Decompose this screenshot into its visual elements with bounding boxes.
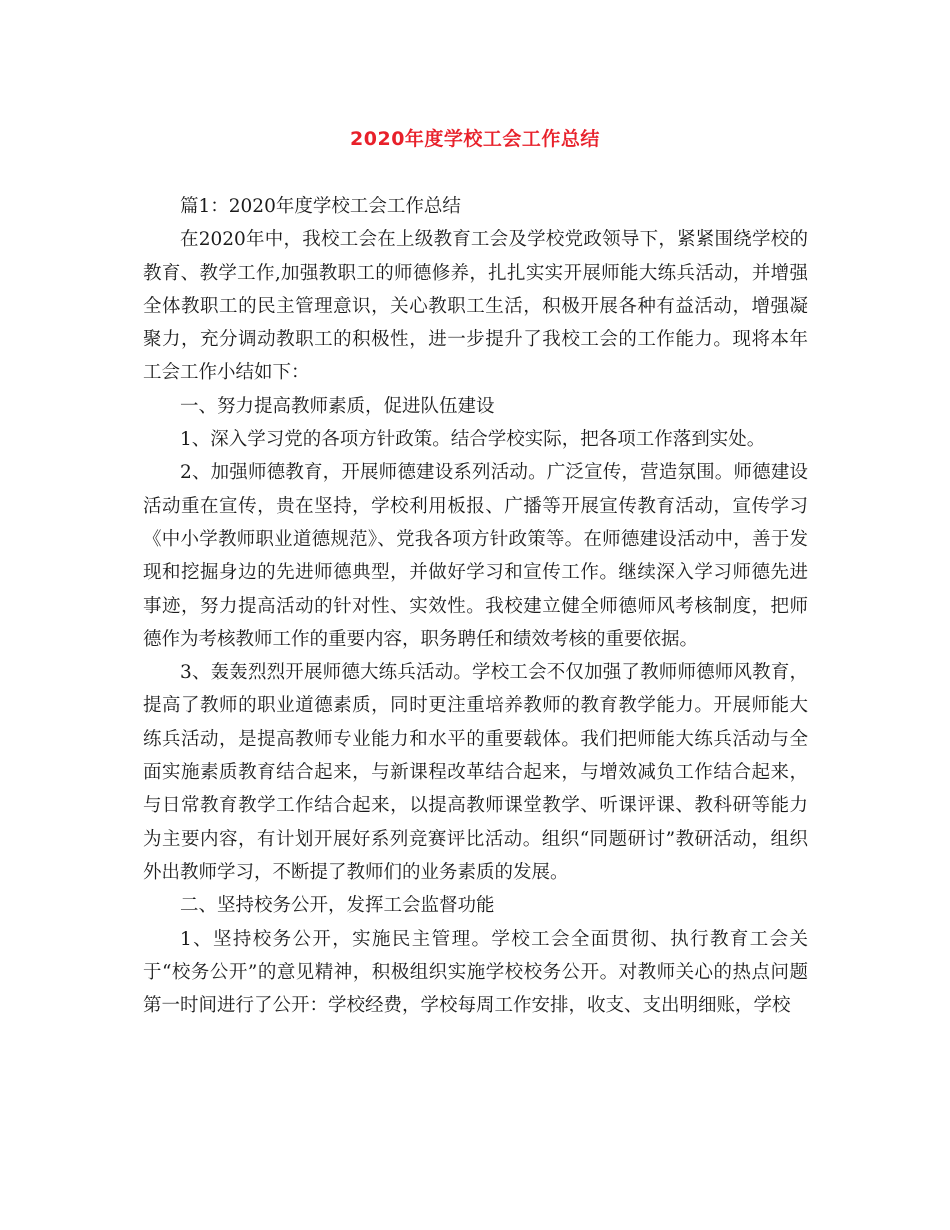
paragraph-1-1: 1、深入学习党的各项方针政策。结合学校实际，把各项工作落到实处。 — [180, 429, 766, 451]
section-heading-1: 一、努力提高教师素质，促进队伍建设 — [180, 395, 495, 417]
intro-paragraph: 在2020年中，我校工会在上级教育工会及学校党政领导下，紧紧围绕学校的教育、教学工作,加强教职工的师德修养，扎扎实实开展师能大练兵活动，并增强全体教职工的民主管理意识，关心教职工生活，积极开展各种有益活动，增强凝聚力，充分调动教职工的积极性，进一步提升了我校工会的工作能力。现将本年工会工作小结如下： — [143, 229, 808, 384]
document-body — [143, 190, 808, 1022]
paragraph-2-1: 1、坚持校务公开，实施民主管理。学校工会全面贯彻、执行教育工会关于“校务公开”的意见精神，积极组织实施学校校务公开。对教师关心的热点问题第一时间进行了公开：学校经费，学校每周工作安排，收支、支出明细账，学校 — [143, 928, 808, 1017]
article-heading: 篇1：2020年度学校工会工作总结 — [180, 196, 461, 217]
section-heading-2: 二、坚持校务公开，发挥工会监督功能 — [180, 895, 495, 917]
paragraph-1-3: 3、轰轰烈烈开展师德大练兵活动。学校工会不仅加强了教师师德师风教育，提高了教师的职业道德素质，同时更注重培养教师的教育教学能力。开展师能大练兵活动，是提高教师专业能力和水平的重要载体。我们把师能大练兵活动与全面实施素质教育结合起来，与新课程改革结合起来，与增效减负工作结合起来，与日常教育教学工作结合起来，以提高教师课堂教学、听课评课、教科研等能力为主要内容，有计划开展好系列竞赛评比活动。组织“同题研讨”教研活动，组织外出教师学习，不断提了教师们的业务素质的发展。 — [143, 662, 808, 883]
document-title: 2020年度学校工会工作总结 — [350, 128, 600, 150]
paragraph-1-2: 2、加强师德教育，开展师德建设系列活动。广泛宣传，营造氛围。师德建设活动重在宣传，贵在坚持，学校利用板报、广播等开展宣传教育活动，宣传学习《中小学教师职业道德规范》、党我各项方针政策等。在师德建设活动中，善于发现和挖掘身边的先进师德典型，并做好学习和宣传工作。继续深入学习师德先进事迹，努力提高活动的针对性、实效性。我校建立健全师德师风考核制度，把师德作为考核教师工作的重要内容，职务聘任和绩效考核的重要依据。 — [143, 462, 808, 650]
